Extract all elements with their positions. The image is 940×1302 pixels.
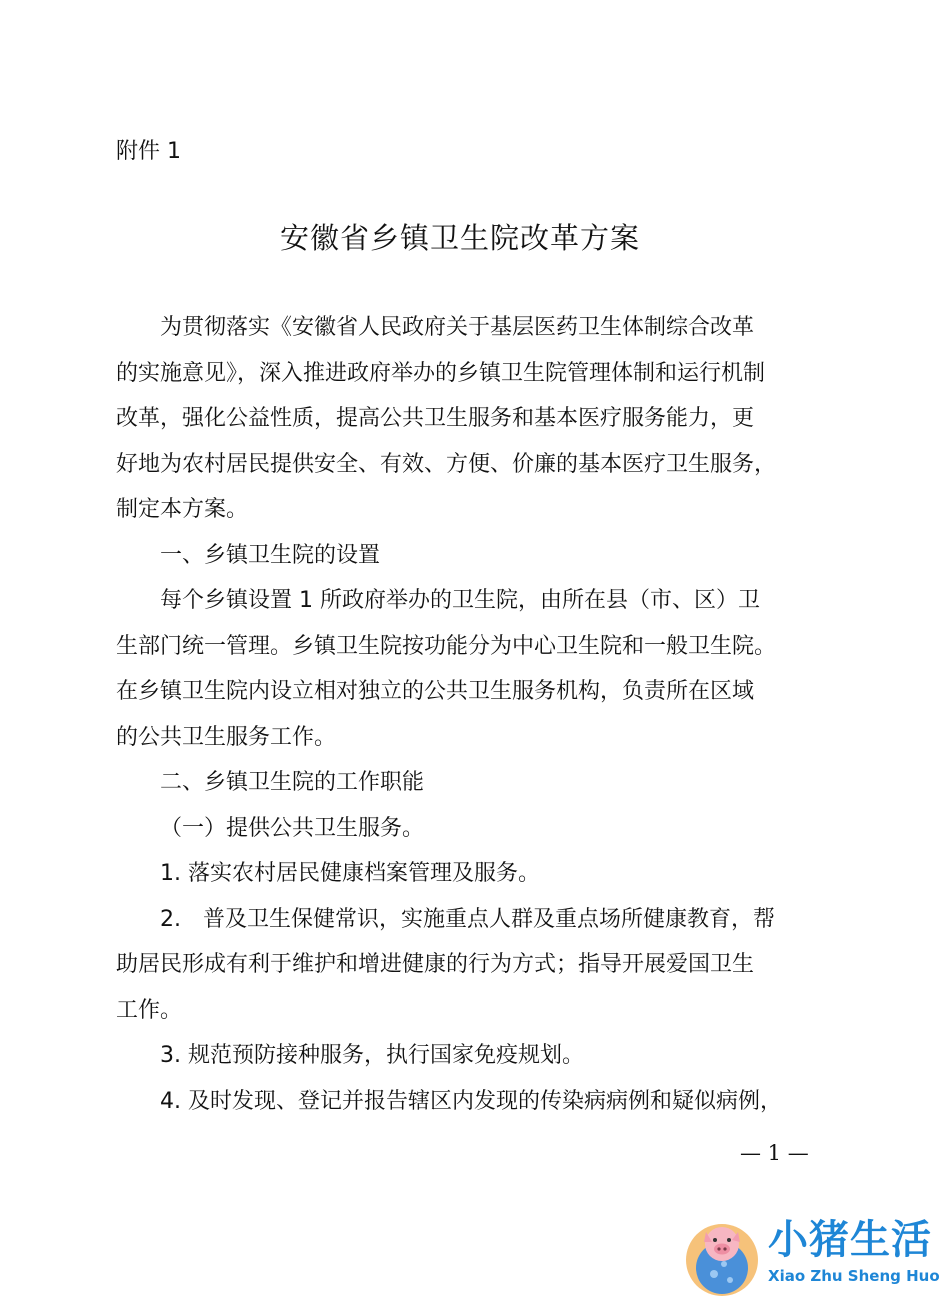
list-item: 3. 规范预防接种服务，执行国家免疫规划。: [160, 1043, 584, 1068]
page-number: — 1 —: [740, 1141, 809, 1165]
watermark: [678, 1214, 940, 1300]
body-line: 在乡镇卫生院内设立相对独立的公共卫生服务机构，负责所在区域: [116, 679, 755, 704]
list-item: 4. 及时发现、登记并报告辖区内发现的传染病病例和疑似病例，: [160, 1089, 782, 1114]
body-line: 的实施意见》，深入推进政府举办的乡镇卫生院管理体制和运行机制: [116, 361, 766, 386]
list-item: 2. 普及卫生保健常识，实施重点人群及重点场所健康教育，帮: [160, 907, 775, 932]
body-line: 工作。: [116, 998, 183, 1023]
body-line: 为贯彻落实《安徽省人民政府关于基层医药卫生体制综合改革: [160, 315, 755, 340]
section-heading: 二、乡镇卫生院的工作职能: [160, 770, 425, 795]
attachment-label: 附件 1: [116, 139, 181, 164]
document-title: 安徽省乡镇卫生院改革方案: [279, 221, 640, 255]
watermark-english-text: Xiao Zhu Sheng Huo: [768, 1267, 940, 1285]
watermark-chinese-text: 小猪生活: [768, 1217, 932, 1263]
body-line: 生部门统一管理。乡镇卫生院按功能分为中心卫生院和一般卫生院。: [116, 634, 777, 659]
section-heading: 一、乡镇卫生院的设置: [160, 543, 381, 568]
body-line: 改革，强化公益性质，提高公共卫生服务和基本医疗服务能力，更: [116, 406, 755, 431]
body-line: 的公共卫生服务工作。: [116, 725, 337, 750]
body-line: 助居民形成有利于维护和增进健康的行为方式；指导开展爱国卫生: [116, 952, 755, 977]
list-item: 1. 落实农村居民健康档案管理及服务。: [160, 861, 540, 886]
pig-mascot-icon: [682, 1218, 762, 1298]
subsection-heading: （一）提供公共卫生服务。: [160, 816, 425, 841]
body-line: 制定本方案。: [116, 497, 249, 522]
body-line: 好地为农村居民提供安全、有效、方便、价廉的基本医疗卫生服务，: [116, 452, 777, 477]
body-line: 每个乡镇设置 1 所政府举办的卫生院，由所在县（市、区）卫: [160, 588, 760, 613]
